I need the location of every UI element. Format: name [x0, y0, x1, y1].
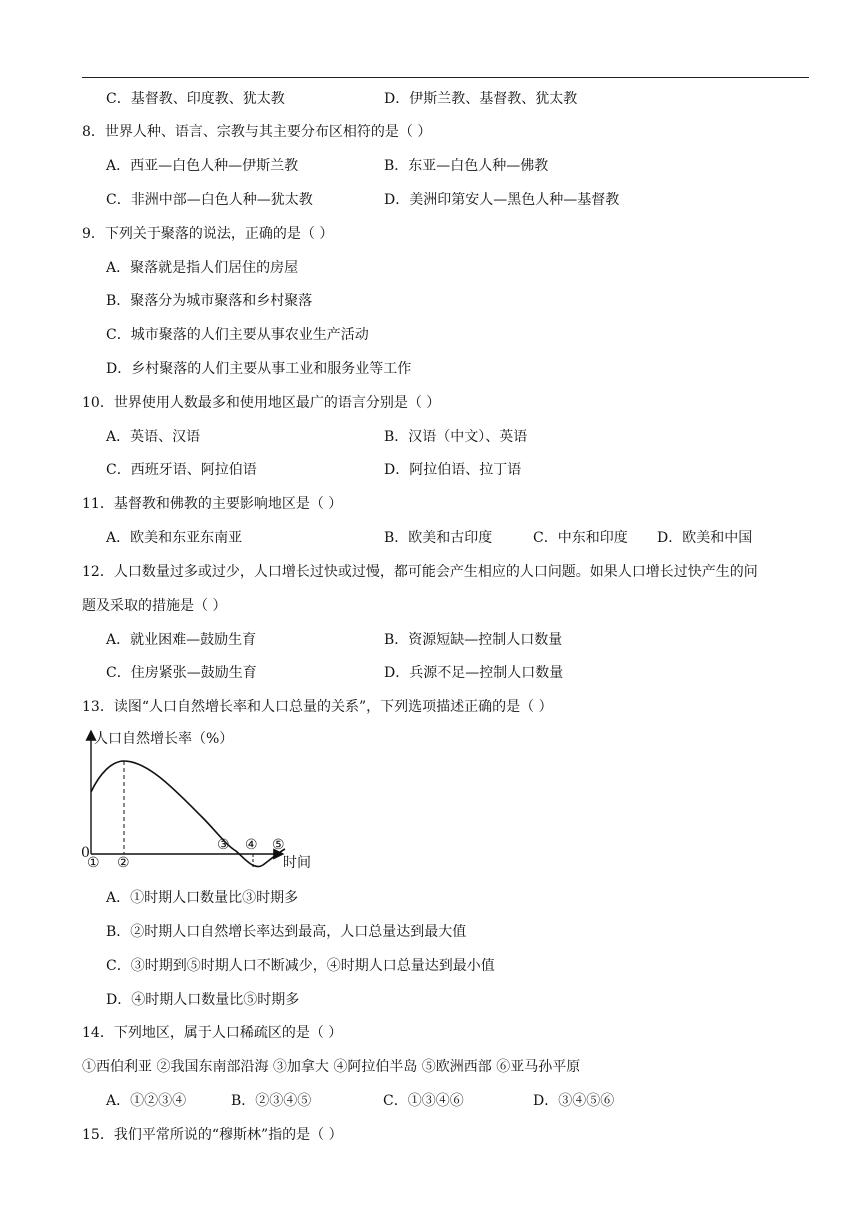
- q12-option-d[interactable]: D．兵源不足—控制人口数量: [384, 665, 564, 681]
- q14-option-a[interactable]: A．①②③④: [106, 1093, 187, 1109]
- x-axis-label: 时间: [283, 855, 311, 871]
- q9-option-c[interactable]: C．城市聚落的人们主要从事农业生产活动: [106, 327, 369, 343]
- q9-option-d[interactable]: D．乡村聚落的人们主要从事工业和服务业等工作: [106, 361, 412, 377]
- q8-option-c[interactable]: C．非洲中部—白色人种—犹太教: [106, 192, 313, 208]
- q13-option-c[interactable]: C．③时期到⑤时期人口不断减少，④时期人口总量达到最小值: [106, 958, 495, 974]
- q14-option-b[interactable]: B．②③④⑤: [231, 1093, 312, 1109]
- q12-stem-line1: 12．人口数量过多或过少，人口增长过快或过慢，都可能会产生相应的人口问题。如果人口增长过快产生的问: [82, 564, 758, 580]
- q8-stem: 8．世界人种、语言、宗教与其主要分布区相符的是（ ）: [82, 124, 432, 140]
- q7-option-c[interactable]: C．基督教、印度教、犹太教: [106, 91, 285, 107]
- q13-stem: 13．读图“人口自然增长率和人口总量的关系”，下列选项描述正确的是（ ）: [82, 699, 553, 715]
- origin-label: 0: [81, 845, 90, 861]
- q8-option-d[interactable]: D．美洲印第安人—黑色人种—基督教: [384, 192, 620, 208]
- marker-5: ⑤: [272, 837, 285, 853]
- marker-1: ①: [87, 855, 100, 871]
- marker-4: ④: [245, 837, 258, 853]
- marker-2: ②: [117, 855, 130, 871]
- population-growth-figure: [78, 727, 318, 875]
- q13-option-d[interactable]: D．④时期人口数量比⑤时期多: [106, 992, 300, 1008]
- q12-stem-line2: 题及采取的措施是（ ）: [82, 598, 227, 614]
- q9-stem: 9．下列关于聚落的说法，正确的是（ ）: [82, 226, 334, 242]
- marker-3: ③: [217, 837, 230, 853]
- q14-items: ①西伯利亚 ②我国东南部沿海 ③加拿大 ④阿拉伯半岛 ⑤欧洲西部 ⑥亚马孙平原: [82, 1059, 581, 1075]
- q10-stem: 10．世界使用人数最多和使用地区最广的语言分别是（ ）: [82, 395, 441, 411]
- q11-option-d[interactable]: D．欧美和中国: [657, 530, 753, 546]
- q10-option-b[interactable]: B．汉语（中文）、英语: [384, 429, 528, 445]
- q8-option-a[interactable]: A．西亚—白色人种—伊斯兰教: [106, 158, 299, 174]
- q12-option-c[interactable]: C．住房紧张—鼓励生育: [106, 665, 257, 681]
- q11-option-c[interactable]: C．中东和印度: [533, 530, 628, 546]
- q14-option-d[interactable]: D．③④⑤⑥: [533, 1093, 615, 1109]
- q8-option-b[interactable]: B．东亚—白色人种—佛教: [384, 158, 549, 174]
- q10-option-c[interactable]: C．西班牙语、阿拉伯语: [106, 462, 257, 478]
- q9-option-a[interactable]: A．聚落就是指人们居住的房屋: [106, 260, 299, 276]
- q11-stem: 11．基督教和佛教的主要影响地区是（ ）: [82, 496, 343, 512]
- q9-option-b[interactable]: B．聚落分为城市聚落和乡村聚落: [106, 293, 313, 309]
- q10-option-a[interactable]: A．英语、汉语: [106, 429, 201, 445]
- y-axis-label: 人口自然增长率（%）: [94, 731, 234, 747]
- q12-option-a[interactable]: A．就业困难—鼓励生育: [106, 632, 257, 648]
- q11-option-a[interactable]: A．欧美和东亚东南亚: [106, 530, 243, 546]
- q14-option-c[interactable]: C．①③④⑥: [383, 1093, 464, 1109]
- q13-option-a[interactable]: A．①时期人口数量比③时期多: [106, 890, 299, 906]
- header-rule: [82, 77, 809, 78]
- q14-stem: 14．下列地区，属于人口稀疏区的是（ ）: [82, 1025, 343, 1041]
- q12-option-b[interactable]: B．资源短缺—控制人口数量: [384, 632, 563, 648]
- q15-stem: 15．我们平常所说的“穆斯林”指的是（ ）: [82, 1127, 343, 1143]
- q13-option-b[interactable]: B．②时期人口自然增长率达到最高，人口总量达到最大值: [106, 924, 467, 940]
- q11-option-b[interactable]: B．欧美和古印度: [384, 530, 493, 546]
- q7-option-d[interactable]: D．伊斯兰教、基督教、犹太教: [384, 91, 578, 107]
- q10-option-d[interactable]: D．阿拉伯语、拉丁语: [384, 462, 522, 478]
